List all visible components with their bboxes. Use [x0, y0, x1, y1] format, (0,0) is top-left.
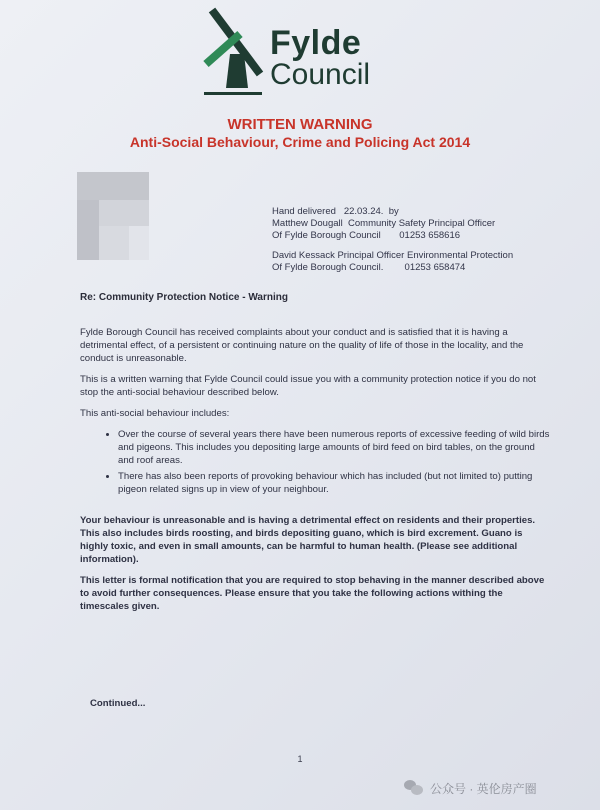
delivery-line: Hand delivered 22.03.24. by	[272, 206, 399, 217]
logo-text-fylde: Fylde	[270, 24, 362, 62]
delivery-line: David Kessack Principal Officer Environmental Protection	[272, 250, 514, 261]
paragraph: Fylde Borough Council has received complaints about your conduct and is satisfied that it is having a detrimental effect, of a persistent or continuing nature on the quality of life of those in the locality, and the conduct is unreasonable.	[80, 327, 524, 364]
list-item: • Over the course of several years there have been numerous reports of excessive feeding of wild birds and pigeons. This includes you depositing large amounts of bird feed on bird tables, on the ground and roof areas.	[118, 428, 550, 467]
delivery-details	[272, 206, 513, 274]
windmill-icon	[200, 6, 270, 98]
re-line: Re: Community Protection Notice - Warning	[80, 292, 288, 303]
paragraph: This is a written warning that Fylde Council could issue you with a community protection notice if you do not stop the anti-social behaviour described below.	[80, 374, 536, 398]
behaviour-list	[80, 428, 550, 496]
letter-body	[80, 326, 550, 621]
wechat-icon	[404, 780, 424, 796]
delivery-line: Of Fylde Borough Council 01253 658616	[272, 230, 461, 241]
document-title: WRITTEN WARNING	[227, 116, 373, 133]
continued-label: Continued...	[90, 698, 146, 709]
fylde-council-logo	[200, 6, 400, 98]
redacted-address-block	[77, 172, 149, 260]
document-subtitle: Anti-Social Behaviour, Crime and Policing Act 2014	[129, 134, 471, 150]
paragraph: This anti-social behaviour includes:	[80, 408, 230, 419]
page-number: 1	[297, 754, 303, 764]
logo-text-council: Council	[270, 58, 371, 91]
watermark-text: 公众号 · 英伦房产圈	[430, 781, 537, 796]
watermark	[404, 778, 537, 798]
delivery-line: Of Fylde Borough Council. 01253 658474	[272, 262, 466, 273]
delivery-line: Matthew Dougall Community Safety Principal Officer	[272, 218, 496, 229]
paragraph: This letter is formal notification that you are required to stop behaving in the manner described above to avoid further consequences. Please ensure that you take the following actions withing the timescales given.	[80, 575, 545, 612]
paragraph: Your behaviour is unreasonable and is having a detrimental effect on residents and their properties. This also includes birds roosting, and birds depositing guano, which is bird excrement. Guano is highly toxic, and even in small amounts, can be harmful to human health. (Please see additional information).	[80, 515, 536, 565]
list-item: • There has also been reports of provoking behaviour which has included (but not limited to) putting pigeon related signs up in view of your neighbour.	[118, 470, 550, 496]
